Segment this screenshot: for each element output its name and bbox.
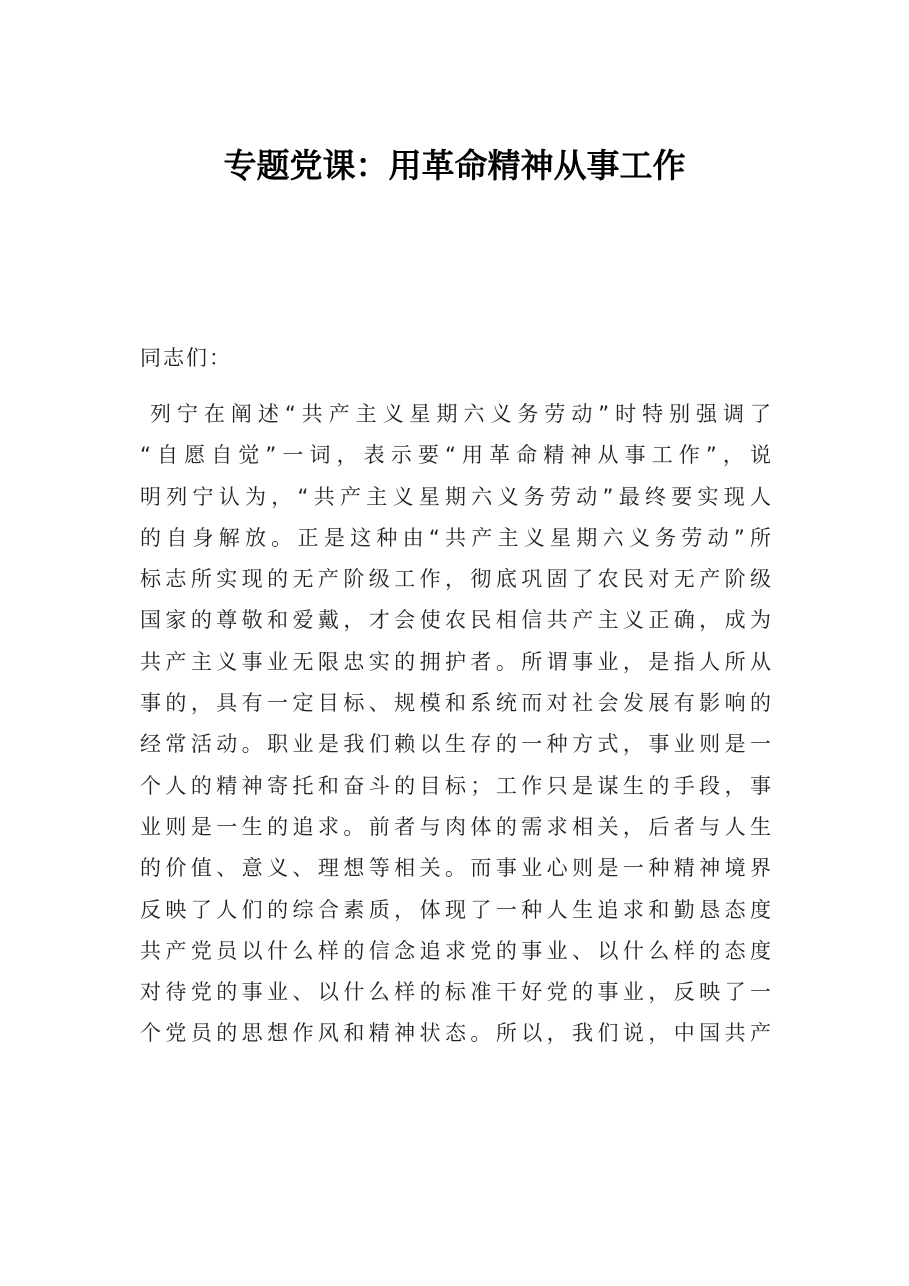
paragraph-line: 事的，具有一定目标、规模和系统而对社会发展有影响的 <box>140 691 772 716</box>
paragraph-line: 对待党的事业、以什么样的标准干好党的事业，反映了一 <box>140 980 772 1005</box>
paragraph-line: 共产主义事业无限忠实的拥护者。所谓事业，是指人所从 <box>140 649 772 674</box>
paragraph-line: 标志所实现的无产阶级工作，彻底巩固了农民对无产阶级 <box>140 567 772 592</box>
salutation: 同志们： <box>140 346 232 370</box>
paragraph-line: 的自身解放。正是这种由“共产主义星期六义务劳动”所 <box>140 525 772 550</box>
document-title: 专题党课：用革命精神从事工作 <box>223 146 686 185</box>
paragraph-line: 个党员的思想作风和精神状态。所以，我们说，中国共产 <box>140 1021 772 1046</box>
paragraph-line: 共产党员以什么样的信念追求党的事业、以什么样的态度 <box>140 938 772 963</box>
paragraph-line: 经常活动。职业是我们赖以生存的一种方式，事业则是一 <box>140 732 772 757</box>
body-paragraph <box>140 394 772 1055</box>
paragraph-line: 明列宁认为，“共产主义星期六义务劳动”最终要实现人 <box>140 484 772 509</box>
paragraph-line: 的价值、意义、理想等相关。而事业心则是一种精神境界 <box>140 856 772 881</box>
paragraph-line: “自愿自觉”一词，表示要“用革命精神从事工作”，说 <box>140 443 772 468</box>
paragraph-line: 个人的精神寄托和奋斗的目标；工作只是谋生的手段，事 <box>140 773 772 798</box>
paragraph-line: 国家的尊敬和爱戴，才会使农民相信共产主义正确，成为 <box>140 608 772 633</box>
paragraph-line: 业则是一生的追求。前者与肉体的需求相关，后者与人生 <box>140 814 772 839</box>
paragraph-line: 反映了人们的综合素质，体现了一种人生追求和勤恳态度 <box>140 897 772 922</box>
paragraph-line: 列宁在阐述“共产主义星期六义务劳动”时特别强调了 <box>150 402 772 426</box>
